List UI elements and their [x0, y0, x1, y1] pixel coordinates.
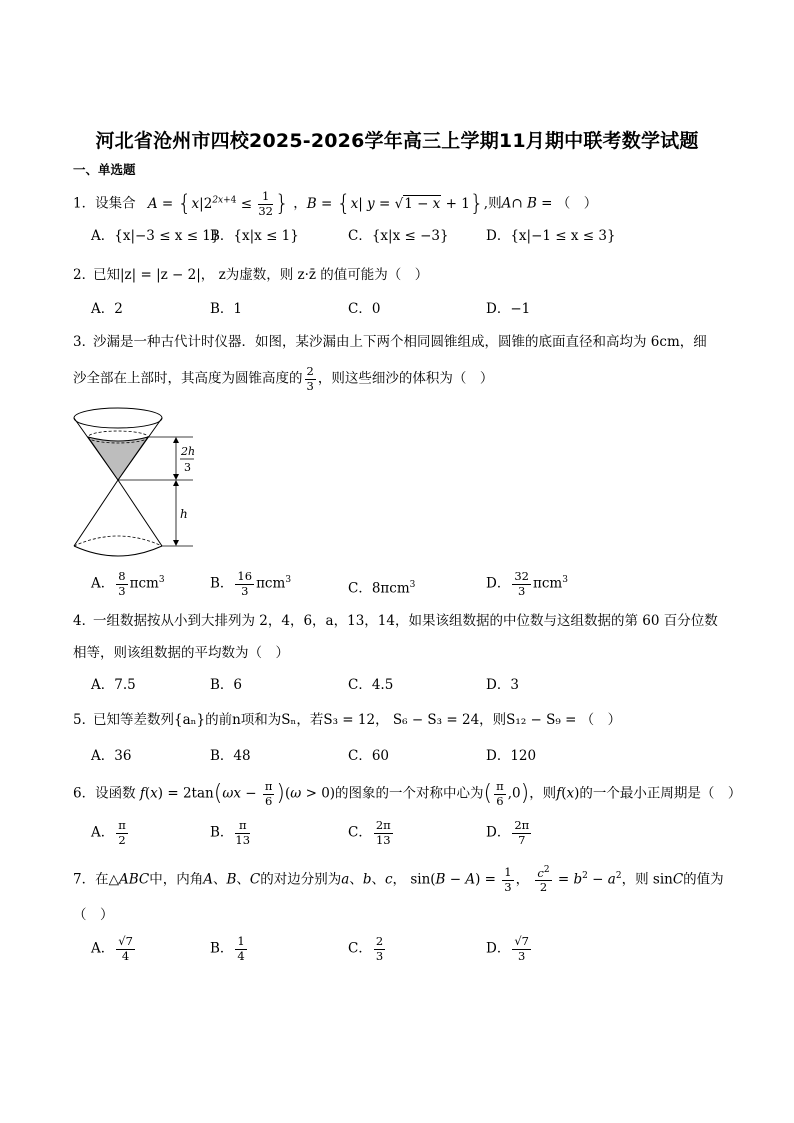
question-1: 1．设集合 $A = \{x|2^{2x+4}$ ≤ $\frac{1}{32}$ } ，B = {x| y = √1 − x + 1},则A∩ B = （ ）: [73, 189, 598, 218]
q7-option-b: B． $\frac{1}{4}$: [210, 934, 245, 963]
page-title: 河北省沧州市四校2025-2026学年高三上学期11月期中联考数学试题: [95, 130, 699, 152]
q4-option-b: B．6: [210, 677, 243, 693]
q4-number: 4．: [73, 613, 96, 629]
q3-number: 3．: [73, 334, 96, 350]
q7-stem-line2: （ ）: [73, 907, 114, 923]
q2-option-b: B．1: [210, 301, 243, 317]
q2-option-a: A．2: [91, 301, 123, 317]
hourglass-figure: [68, 402, 208, 562]
q1-option-d: D．{x|−1 ≤ x ≤ 3}: [486, 228, 616, 244]
set-b-expression: B = {x| y = √1 − x + 1}: [306, 191, 484, 216]
q4-stem-line2: 相等，则该组数据的平均数为（ ）: [73, 645, 289, 661]
q5-option-c: C．60: [348, 748, 390, 764]
q3-option-a: A． $\frac{8}{3}$ πcm$^3$: [91, 569, 165, 598]
question-2: 已知|z| = |z − 2|， z为虚数，则 z·z̄ 的值可能为（ ）: [93, 267, 429, 283]
q1-option-b: B．{x|x ≤ 1}: [210, 228, 299, 244]
q2-option-d: D．−1: [486, 301, 531, 317]
label-h: h: [180, 507, 188, 521]
q5-option-d: D．120: [486, 748, 537, 764]
q6-stem: 6．设函数 f(x) = 2tan(ωx − $\frac{\pi}{6}$ )(ω > 0)的图象的一个对称中心为( $\frac{\pi}{6}$ ,0)，则f(x)的一个最小正周期是（ ）: [73, 779, 742, 808]
q1-option-a: A．{x|−3 ≤ x ≤ 1}: [91, 228, 220, 244]
q5-number: 5．: [73, 712, 96, 728]
q3-option-d: D． $\frac{32}{3}$ πcm$^3$: [486, 569, 568, 598]
q6-option-b: B． $\frac{\pi}{13}$: [210, 818, 251, 847]
section-heading: 一、单选题: [73, 162, 136, 177]
q3-option-c: C．8πcm$^3$: [348, 580, 416, 597]
q4-option-c: C．4.5: [348, 677, 394, 693]
q3-option-b: B． $\frac{16}{3}$ πcm$^3$: [210, 569, 292, 598]
set-a-expression: $A = \{x|2^{2x+4}$ ≤ $\frac{1}{32}$ }: [147, 189, 289, 218]
q7-option-c: C． $\frac{2}{3}$: [348, 934, 384, 963]
label-two-h-over-3: 2h: [181, 445, 196, 458]
q7-stem-line1: 7．在△ABC中，内角A、B、C的对边分别为a、b、c， sin(B − A) = $\frac{1}{3}$ ， $\frac{c^2}{2}$ = $b^2 - a^2$，则 sinC的值为: [73, 865, 724, 895]
q7-option-a: A． $\frac{√7}{4}$: [91, 934, 133, 963]
q2-number: 2．: [73, 267, 96, 283]
q7-option-d: D． $\frac{√7}{3}$: [486, 934, 529, 963]
q6-option-a: A． $\frac{\pi}{2}$: [91, 818, 126, 847]
q3-stem-line2: 沙全部在上部时，其高度为圆锥高度的 $\frac{2}{3}$ ，则这些细沙的体积为（ ）: [73, 364, 494, 393]
svg-text:3: 3: [184, 461, 191, 474]
q5-stem: 已知等差数列{aₙ}的前n项和为Sₙ，若S₃ = 12， S₆ − S₃ = 24，则S₁₂ − S₉ = （ ）: [93, 712, 622, 728]
q3-stem-line1: 沙漏是一种古代计时仪器．如图，某沙漏由上下两个相同圆锥组成，圆锥的底面直径和高均为 6cm，细: [93, 334, 707, 350]
q4-option-d: D．3: [486, 677, 519, 693]
q4-stem-line1: 一组数据按从小到大排列为 2，4，6，a，13，14，如果该组数据的中位数与这组数据的第 60 百分位数: [93, 613, 718, 629]
q6-option-d: D． $\frac{2\pi}{7}$: [486, 818, 530, 847]
q6-option-c: C． $\frac{2\pi}{13}$: [348, 818, 391, 847]
q1-option-c: C．{x|x ≤ −3}: [348, 228, 449, 244]
q5-option-b: B．48: [210, 748, 251, 764]
q2-option-c: C．0: [348, 301, 381, 317]
q4-option-a: A．7.5: [91, 677, 136, 693]
q5-option-a: A．36: [91, 748, 132, 764]
